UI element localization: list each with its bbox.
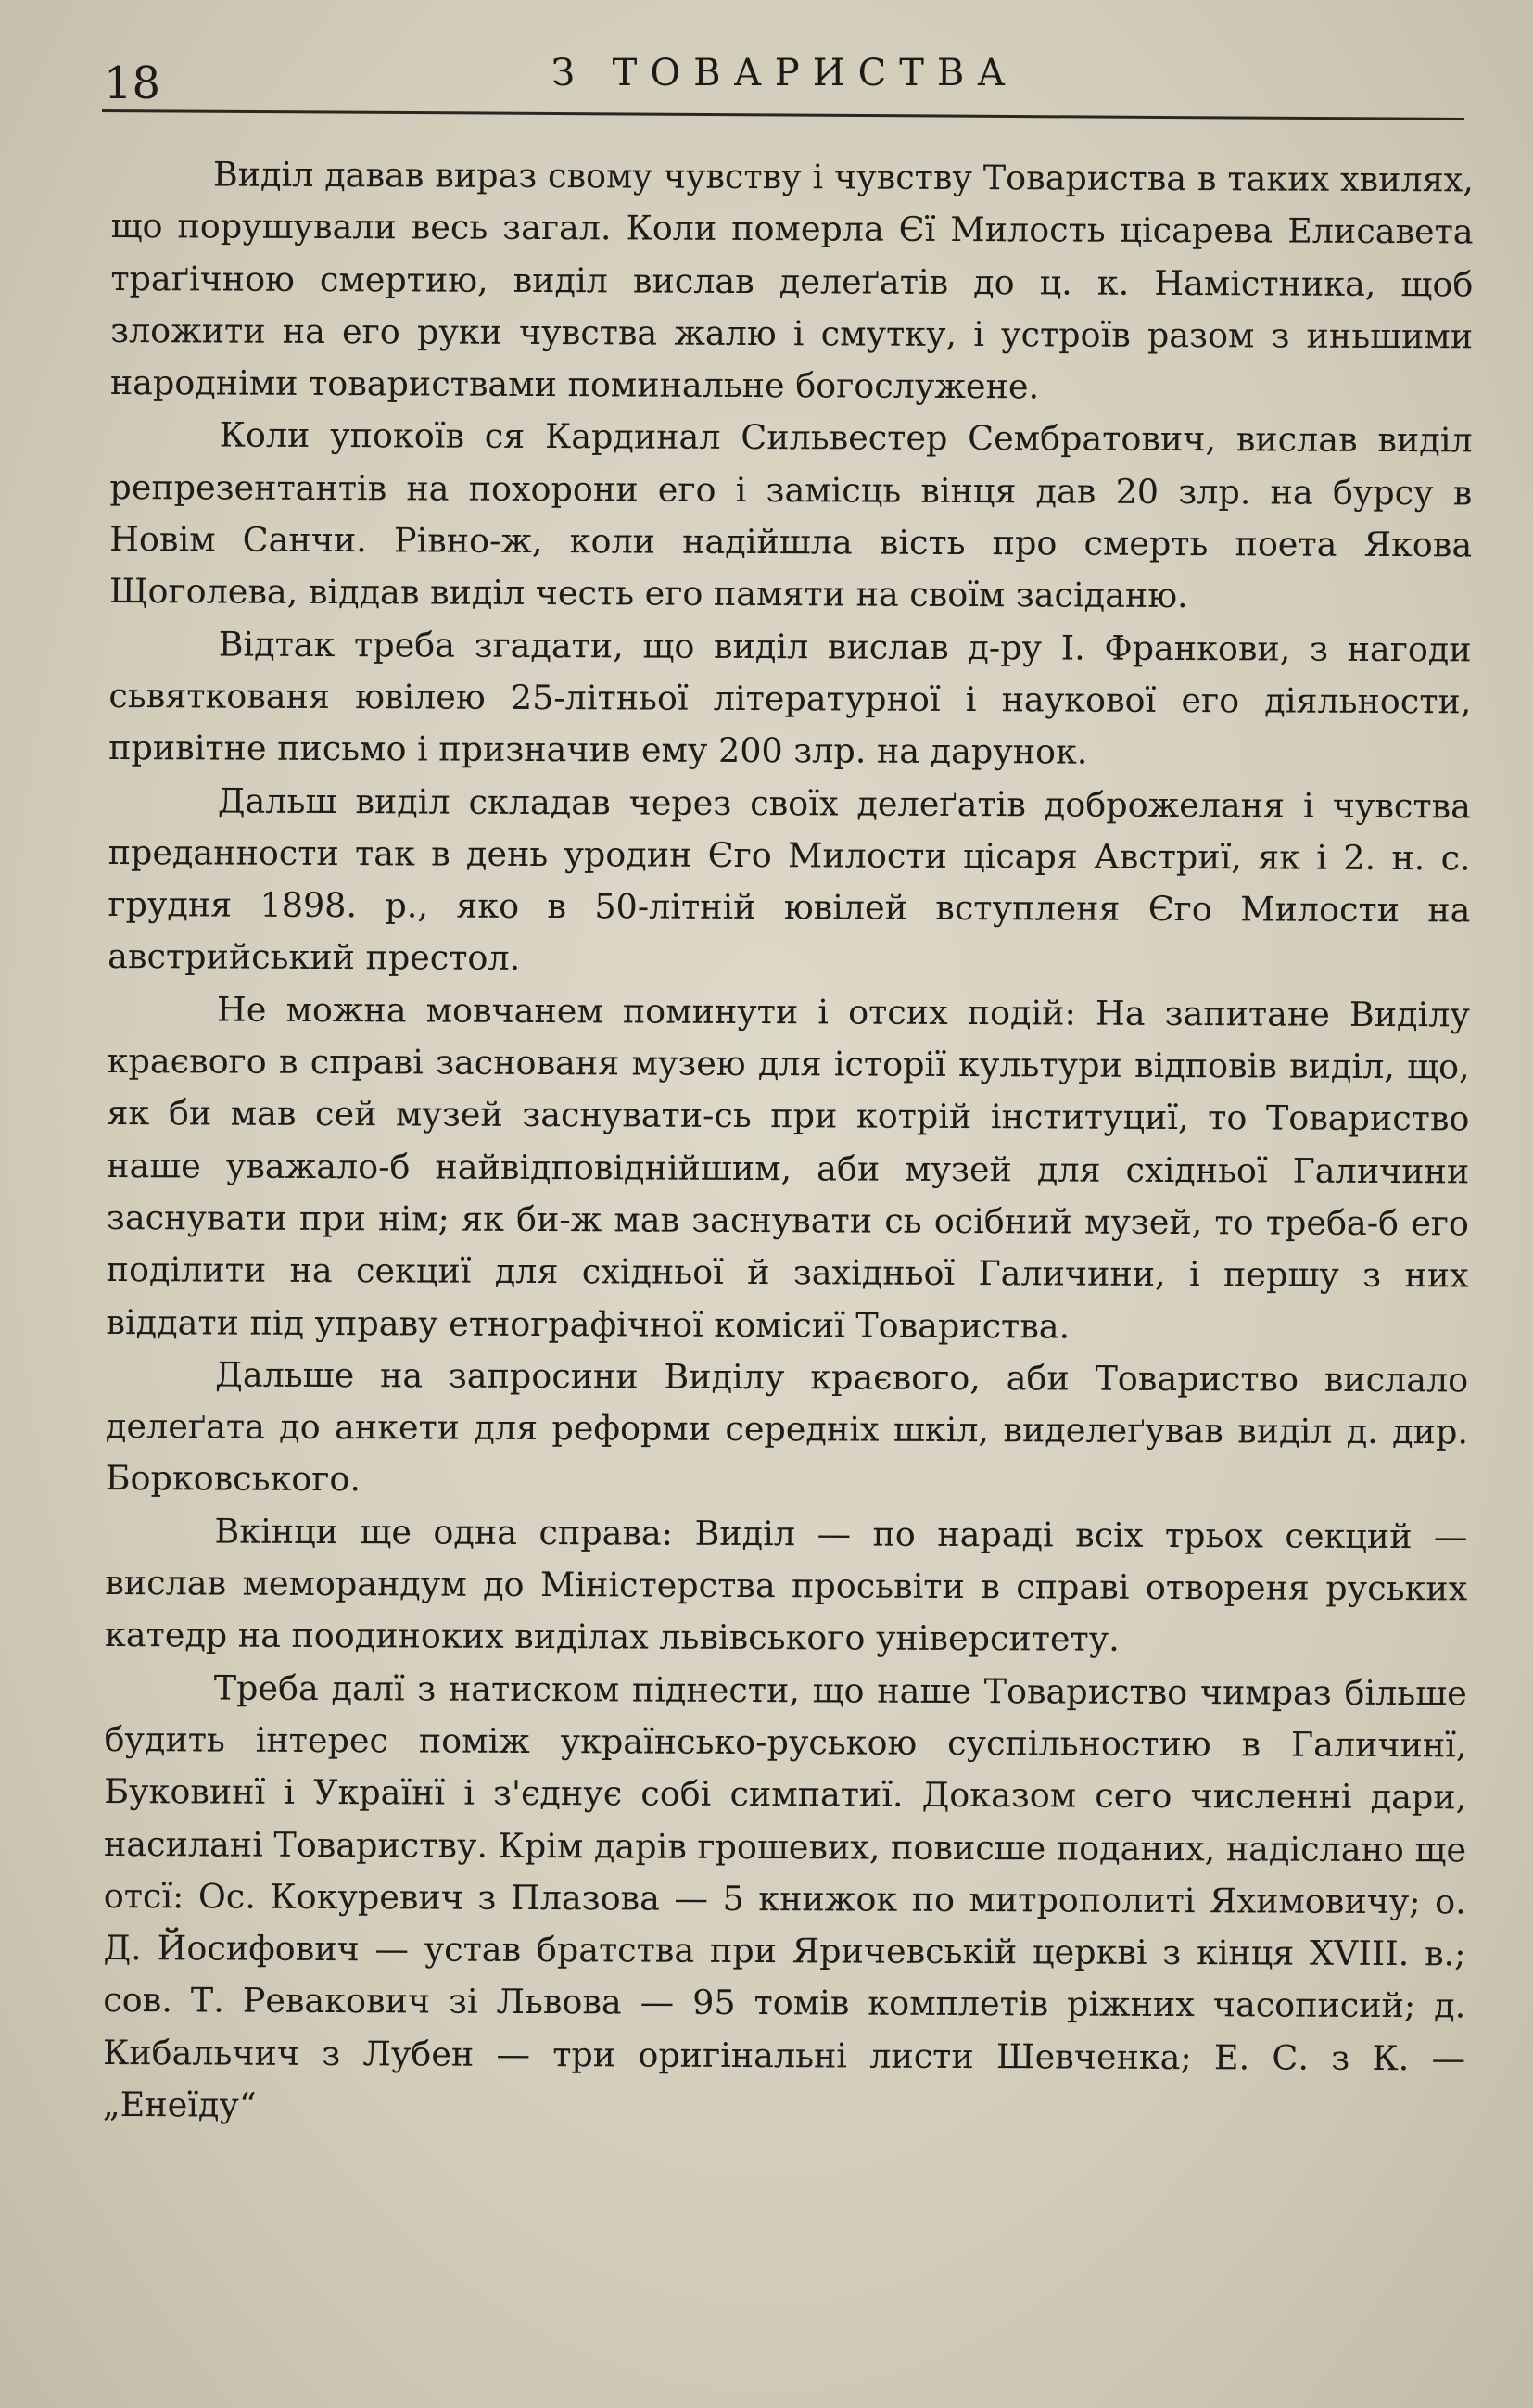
paragraph-7: Вкінци ще одна справа: Виділ — по нараді всіх трьох секций — вислав меморандум до Міністерства просьвіти в справі отвореня руських катедр на поодиноких виділах львівського університету. <box>104 1511 1468 1660</box>
paragraph-5: Не можна мовчанем поминути і отсих подій: На запитане Виділу краєвого в справі заснованя музею для історії культури відповів виділ, що, як би мав сей музей заснувати-сь при котрій інституциї, то Товариство наше уважало-б найвідповіднійшим, аби музей для східньої Галичини заснувати при нім; як би-ж мав заснувати сь осібний музей, то треба-б его поділити на секциї для східньої й західньої Галичини, і першу з них віддати під управу етнографічної комісиї Товариства. <box>106 989 1471 1347</box>
paragraph-3: Відтак треба згадати, що виділ вислав д-ру І. Франкови, з нагоди сьвяткованя ювілею 25-літньої літературної і наукової его діяльности, привітне письмо і призначив ему 200 злр. на дарунок. <box>108 624 1472 772</box>
paragraph-1: Виділ давав вираз свому чувству і чувству Товариства в таких хвилях, що порушували весь загал. Коли померла Єї Милость цісарева Елисавета траґічною смертию, виділ вислав делеґатів до ц. к. Намістника, щоб зложити на его руки чувства жалю і смутку, і устроїв разом з иньшими народніми товариствами поминальне богослужене. <box>109 154 1474 407</box>
running-title: З ТОВАРИСТВА <box>551 52 1019 95</box>
paragraph-8: Треба далї з натиском піднести, що наше Товариство чимраз більше будить інтерес поміж українсько-руською суспільностию в Галичинї, Буковинї і Українї і з'єднує собі симпатиї. Доказом сего численні дари, насилані Товариству. Крім дарів грошевих, повисше поданих, надіслано ще отсї: Ос. Кокуревич з Плазова — 5 книжок по митрополиті Яхимовичу; о. Д. Йосифович — устав братства при Яричевській церкві з кінця XVIII. в.; сов. Т. Ревакович зі Львова — 95 томів комплетів ріжних часописий; д. Кибальчич з Лубен — три оригінальні листи Шевченка; Е. С. з К. — „Енеїду“ <box>102 1667 1467 2125</box>
paragraph-6: Дальше на запросини Виділу краєвого, аби Товариство вислало делеґата до анкети для реформи середніх шкіл, виделеґував виділ д. дир. Борковського. <box>105 1354 1469 1500</box>
page-header <box>102 43 1464 117</box>
paragraph-2: Коли упокоїв ся Кардинал Сильвестер Сембратович, вислав виділ репрезентантів на похорони его і замісць вінця дав 20 злр. на бурсу в Новім Санчи. Рівно-ж, коли надійшла вість про смерть поета Якова Щоголева, віддав виділ честь его памяти на своїм засіданю. <box>108 414 1473 616</box>
header-rule <box>102 109 1464 120</box>
page-number: 18 <box>104 57 161 109</box>
paragraph-4: Дальш виділ складав через своїх делеґатів доброжеланя і чувства преданности так в день уродин Єго Милости цісаря Австриї, як і 2. н. с. грудня 1898. р., яко в 50-літній ювілей вступленя Єго Милости на австрийський престол. <box>108 780 1472 979</box>
body-text <box>103 148 1474 2137</box>
